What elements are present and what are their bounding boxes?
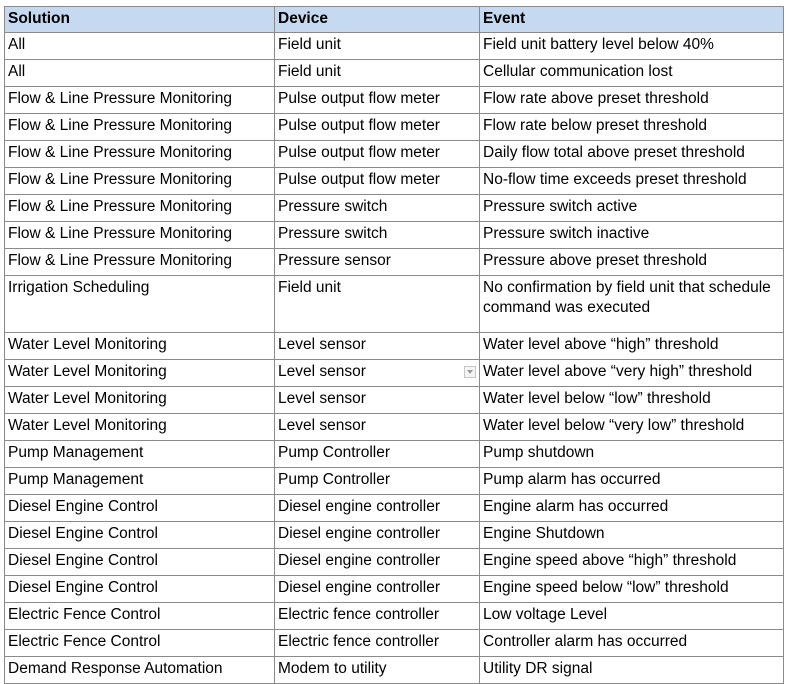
device-cell: Pulse output flow meter	[275, 87, 480, 114]
device-cell: Field unit	[275, 33, 480, 60]
device-cell: Level sensor	[275, 333, 480, 360]
event-cell: Flow rate below preset threshold	[480, 114, 784, 141]
device-cell: Diesel engine controller	[275, 576, 480, 603]
dropdown-arrow-icon[interactable]	[464, 366, 476, 378]
solution-cell: Water Level Monitoring	[5, 414, 275, 441]
header-device: Device	[275, 7, 480, 33]
device-cell-text: Level sensor	[278, 363, 366, 380]
event-cell: Controller alarm has occurred	[480, 630, 784, 657]
header-row	[5, 7, 784, 33]
table-row	[5, 630, 784, 657]
table-row	[5, 141, 784, 168]
solution-cell: Water Level Monitoring	[5, 360, 275, 387]
header-solution: Solution	[5, 7, 275, 33]
device-cell: Pressure switch	[275, 195, 480, 222]
table-row	[5, 333, 784, 360]
device-cell: Pulse output flow meter	[275, 114, 480, 141]
solution-cell: Diesel Engine Control	[5, 495, 275, 522]
event-cell: Flow rate above preset threshold	[480, 87, 784, 114]
device-cell: Pump Controller	[275, 441, 480, 468]
event-cell: Engine alarm has occurred	[480, 495, 784, 522]
event-cell: Engine speed below “low” threshold	[480, 576, 784, 603]
solution-cell: Pump Management	[5, 441, 275, 468]
event-cell: Utility DR signal	[480, 657, 784, 684]
solution-cell: Diesel Engine Control	[5, 576, 275, 603]
solution-cell: Flow & Line Pressure Monitoring	[5, 168, 275, 195]
device-cell: Diesel engine controller	[275, 495, 480, 522]
table-row	[5, 549, 784, 576]
event-cell: Field unit battery level below 40%	[480, 33, 784, 60]
device-cell: Pulse output flow meter	[275, 168, 480, 195]
solution-cell: Flow & Line Pressure Monitoring	[5, 249, 275, 276]
solution-cell: Irrigation Scheduling	[5, 276, 275, 333]
event-cell: Pressure above preset threshold	[480, 249, 784, 276]
solution-cell: Flow & Line Pressure Monitoring	[5, 87, 275, 114]
device-cell: Field unit	[275, 276, 480, 333]
table-row	[5, 657, 784, 684]
table-row	[5, 360, 784, 387]
event-cell: Pump alarm has occurred	[480, 468, 784, 495]
solution-cell: Diesel Engine Control	[5, 549, 275, 576]
event-cell: Daily flow total above preset threshold	[480, 141, 784, 168]
table-row	[5, 414, 784, 441]
device-cell: Pressure switch	[275, 222, 480, 249]
solution-cell: Electric Fence Control	[5, 603, 275, 630]
device-cell: Electric fence controller	[275, 630, 480, 657]
event-cell: Water level above “high” threshold	[480, 333, 784, 360]
table-row	[5, 603, 784, 630]
device-cell: Level sensor	[275, 414, 480, 441]
event-cell: Water level below “low” threshold	[480, 387, 784, 414]
solution-cell: Flow & Line Pressure Monitoring	[5, 222, 275, 249]
solution-cell: Electric Fence Control	[5, 630, 275, 657]
event-cell: Engine speed above “high” threshold	[480, 549, 784, 576]
solution-cell: Flow & Line Pressure Monitoring	[5, 195, 275, 222]
solution-cell: Water Level Monitoring	[5, 387, 275, 414]
table-row	[5, 195, 784, 222]
table-row	[5, 576, 784, 603]
table-row	[5, 276, 784, 333]
device-cell: Field unit	[275, 60, 480, 87]
table-row	[5, 441, 784, 468]
solution-cell: All	[5, 60, 275, 87]
event-cell: Cellular communication lost	[480, 60, 784, 87]
device-cell: Modem to utility	[275, 657, 480, 684]
alerts-table	[4, 6, 784, 684]
table-row	[5, 168, 784, 195]
table-row	[5, 522, 784, 549]
table-row	[5, 249, 784, 276]
table-row	[5, 60, 784, 87]
solution-cell: Water Level Monitoring	[5, 333, 275, 360]
event-cell: Low voltage Level	[480, 603, 784, 630]
table-row	[5, 387, 784, 414]
event-cell: Water level below “very low” threshold	[480, 414, 784, 441]
header-event: Event	[480, 7, 784, 33]
event-cell: No-flow time exceeds preset threshold	[480, 168, 784, 195]
solution-cell: Demand Response Automation	[5, 657, 275, 684]
solution-cell: Pump Management	[5, 468, 275, 495]
device-cell	[275, 360, 480, 387]
solution-cell: Diesel Engine Control	[5, 522, 275, 549]
solution-cell: Flow & Line Pressure Monitoring	[5, 114, 275, 141]
event-cell: No confirmation by field unit that schedule command was executed	[480, 276, 784, 333]
event-cell: Water level above “very high” threshold	[480, 360, 784, 387]
solution-cell: Flow & Line Pressure Monitoring	[5, 141, 275, 168]
device-cell: Diesel engine controller	[275, 549, 480, 576]
table-row	[5, 33, 784, 60]
event-cell: Pressure switch active	[480, 195, 784, 222]
event-cell: Pressure switch inactive	[480, 222, 784, 249]
device-cell: Pulse output flow meter	[275, 141, 480, 168]
device-cell: Level sensor	[275, 387, 480, 414]
event-cell: Pump shutdown	[480, 441, 784, 468]
table-row	[5, 222, 784, 249]
table-row	[5, 87, 784, 114]
table-row	[5, 495, 784, 522]
event-cell: Engine Shutdown	[480, 522, 784, 549]
device-cell: Pressure sensor	[275, 249, 480, 276]
device-cell: Electric fence controller	[275, 603, 480, 630]
table-row	[5, 114, 784, 141]
solution-cell: All	[5, 33, 275, 60]
device-cell: Diesel engine controller	[275, 522, 480, 549]
table-row	[5, 468, 784, 495]
device-cell: Pump Controller	[275, 468, 480, 495]
